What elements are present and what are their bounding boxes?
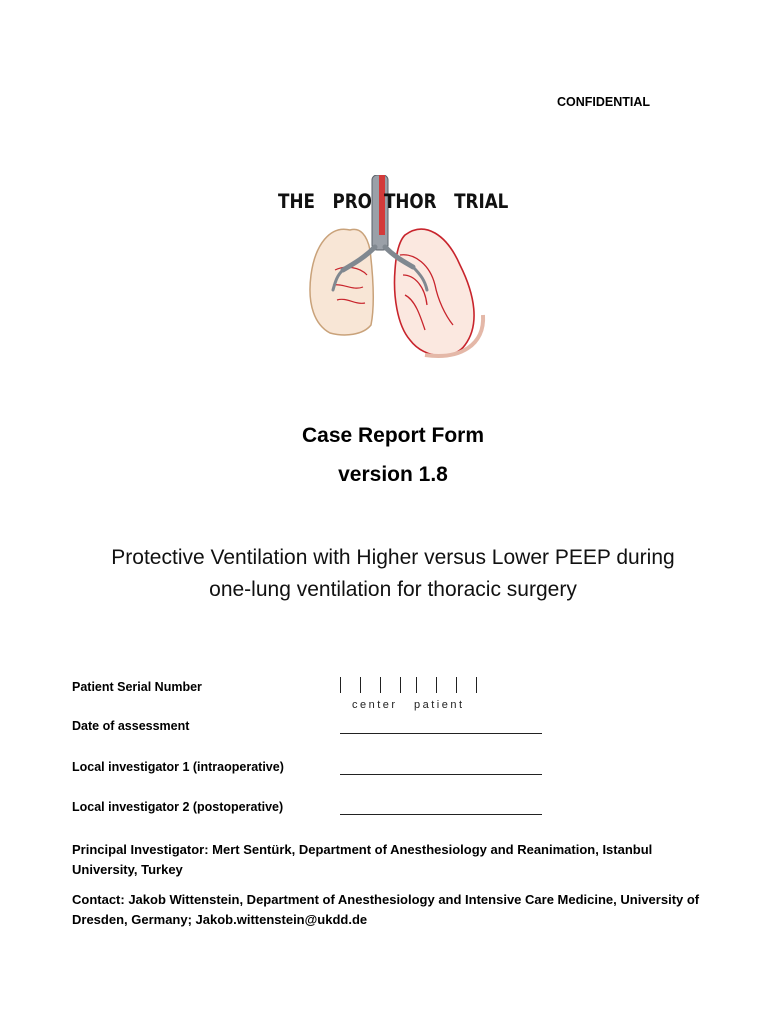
date-field[interactable] [340,719,542,734]
form-version: version 1.8 [338,463,448,486]
date-label: Date of assessment [72,719,190,733]
serial-patient-caption: patient [414,699,465,711]
serial-patient-boxes[interactable] [416,677,477,695]
principal-investigator: Principal Investigator: Mert Sentürk, Department of Anesthesiology and Reanimation, Istanbul University, Turkey [72,842,653,877]
prothor-logo [275,175,520,365]
logo-title: THE PRO THOR TRIAL [278,190,509,213]
contact-info: Contact: Jakob Wittenstein, Department of Anesthesiology and Intensive Care Medicine, University of Dresden, Germany; Jakob.wittenstein@ukdd.de [72,892,700,927]
investigator2-field[interactable] [340,800,542,815]
confidential-label: CONFIDENTIAL [557,95,651,109]
investigator1-field[interactable] [340,760,542,775]
subtitle-line-1: Protective Ventilation with Higher versus Lower PEEP during [111,546,675,569]
form-title: Case Report Form [301,424,485,447]
serial-number-label: Patient Serial Number [72,680,202,694]
serial-center-boxes[interactable] [340,677,401,695]
investigator2-label: Local investigator 2 (postoperative) [72,800,284,814]
study-subtitle [0,542,770,606]
investigator1-label: Local investigator 1 (intraoperative) [72,760,284,774]
serial-center-caption: center [352,699,398,711]
subtitle-line-2: one-lung ventilation for thoracic surgery [209,578,577,601]
